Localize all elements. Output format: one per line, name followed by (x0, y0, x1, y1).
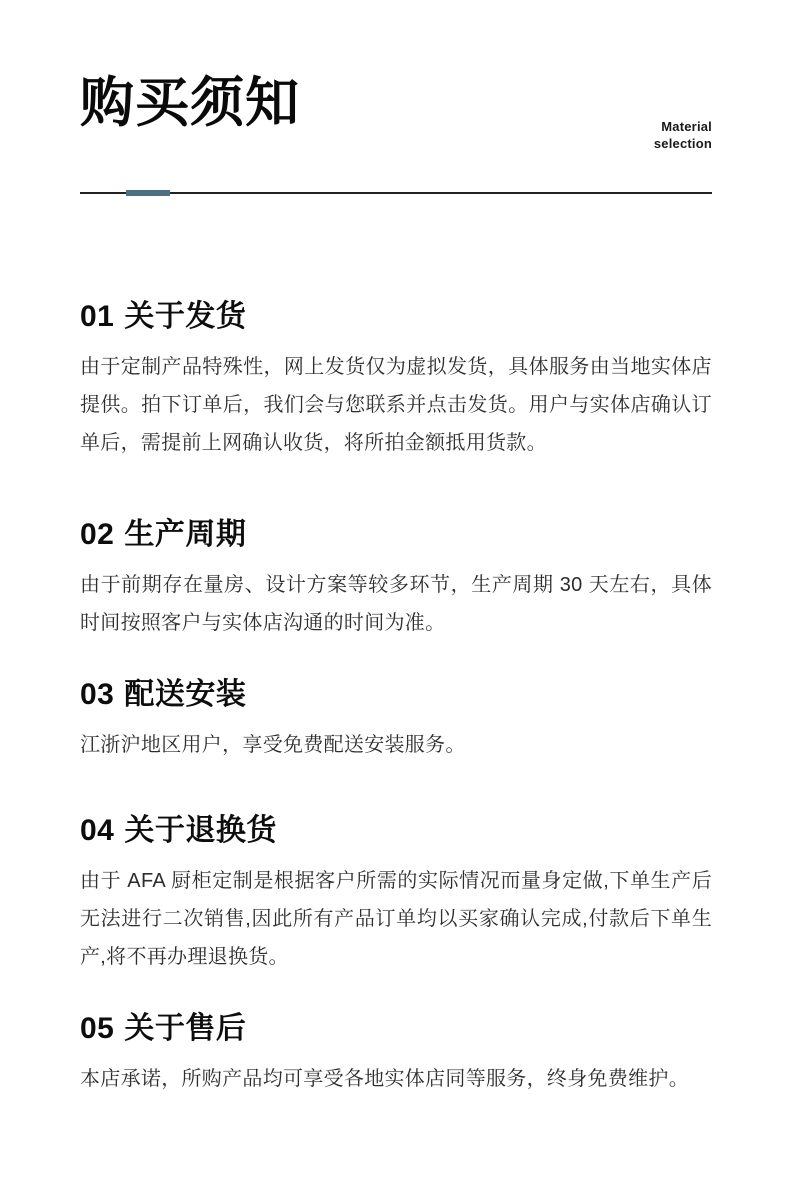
section-body: 本店承诺，所购产品均可享受各地实体店同等服务，终身免费维护。 (80, 1068, 689, 1090)
section-heading (80, 676, 712, 714)
divider (80, 192, 712, 194)
page-title: 购买须知 (80, 73, 300, 133)
page-subtitle (654, 118, 712, 152)
section-heading (80, 516, 712, 554)
section-after-sales (80, 1010, 712, 1098)
section-number: 04 (80, 814, 115, 847)
section-returns (80, 812, 712, 976)
section-production-cycle (80, 516, 712, 642)
section-title: 生产周期 (124, 518, 247, 551)
section-shipping (80, 298, 712, 462)
section-number: 03 (80, 678, 115, 711)
section-heading (80, 298, 712, 336)
section-body: 由于 AFA 厨柜定制是根据客户所需的实际情况而量身定做,下单生产后无法进行二次销售,因此所有产品订单均以买家确认完成,付款后下单生产,将不再办理退换货。 (80, 870, 712, 968)
section-body: 由于定制产品特殊性，网上发货仅为虚拟发货，具体服务由当地实体店提供。拍下订单后，我们会与您联系并点击发货。用户与实体店确认订单后，需提前上网确认收货，将所拍金额抵用货款。 (80, 356, 712, 454)
page-subtitle-line-1: Material (661, 119, 712, 134)
section-body: 由于前期存在量房、设计方案等较多环节，生产周期 30 天左右，具体时间按照客户与实体店沟通的时间为准。 (80, 574, 712, 634)
section-delivery-installation (80, 676, 712, 764)
section-heading (80, 1010, 712, 1048)
section-title: 配送安装 (124, 678, 247, 711)
section-number: 05 (80, 1012, 115, 1045)
page-header (80, 0, 712, 151)
section-number: 01 (80, 300, 115, 333)
section-body: 江浙沪地区用户，享受免费配送安装服务。 (80, 734, 466, 756)
section-title: 关于退换货 (124, 814, 277, 847)
section-title: 关于发货 (124, 300, 247, 333)
page-subtitle-line-2: selection (653, 136, 712, 151)
section-heading (80, 812, 712, 850)
section-title: 关于售后 (124, 1012, 247, 1045)
section-number: 02 (80, 518, 115, 551)
divider-accent (126, 190, 170, 196)
sections (80, 298, 712, 1098)
